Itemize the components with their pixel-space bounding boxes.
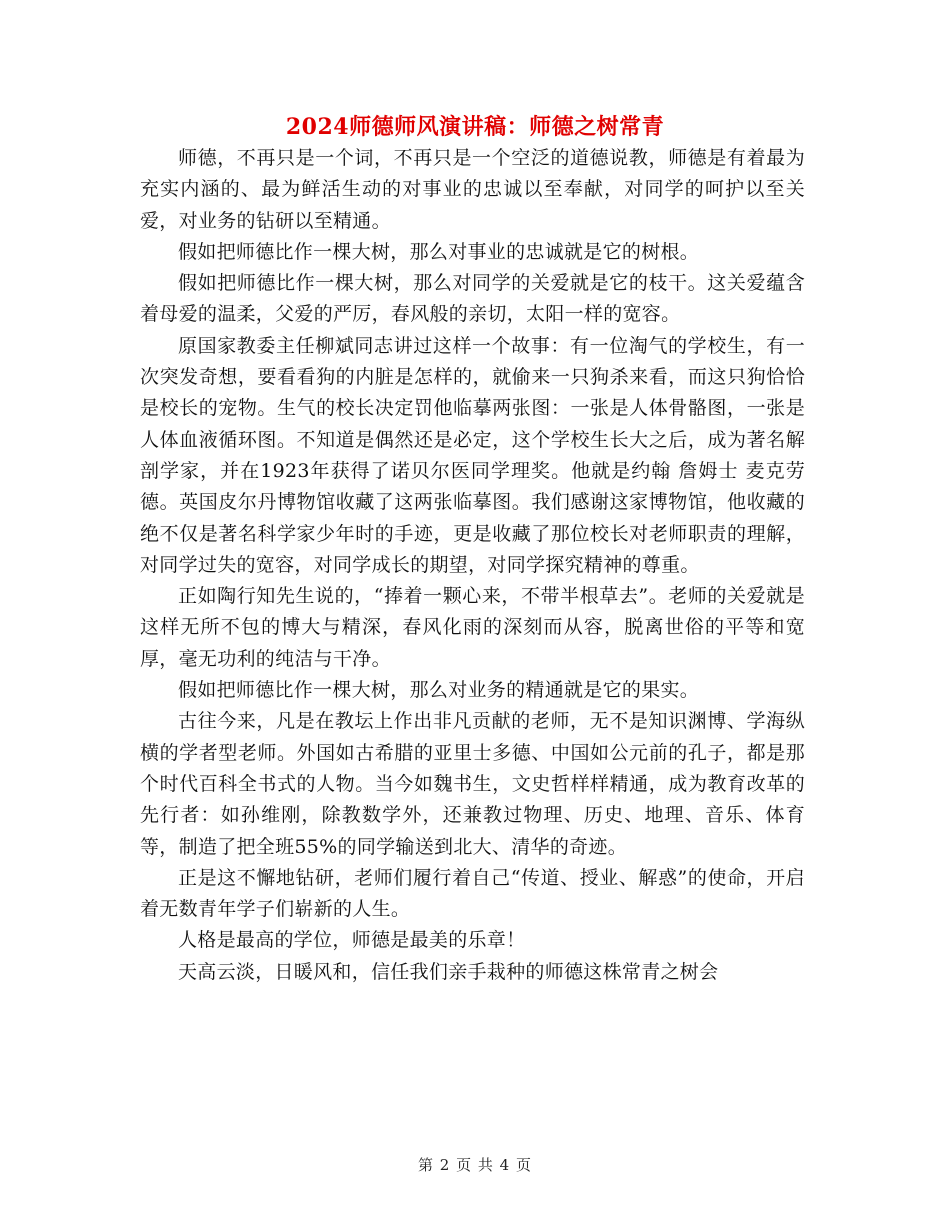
page-number-footer: 第 2 页 共 4 页: [418, 1156, 532, 1174]
paragraph: 师德，不再只是一个词，不再只是一个空泛的道德说教，师德是有着最为充实内涵的、最为鲜活生动的对事业的忠诚以至奉献，对同学的呵护以至关爱，对业务的钻研以至精通。: [140, 147, 805, 232]
paragraph: 人格是最高的学位，师德是最美的乐章！: [178, 929, 526, 952]
paragraph: 古往今来，凡是在教坛上作出非凡贡献的老师，无不是知识渊博、学海纵横的学者型老师。外国如古希腊的亚里士多德、中国如公元前的孔子，都是那个时代百科全书式的人物。当今如魏书生，文史哲样样精通，成为教育改革的先行者：如孙维刚，除教数学外，还兼教过物理、历史、地理、音乐、体育等，制造了把全班55%的同学输送到北大、清华的奇迹。: [140, 710, 805, 858]
paragraph: 正如陶行知先生说的，“捧着一颗心来，不带半根草去”。老师的关爱就是这样无所不包的博大与精深，春风化雨的深刻而从容，脱离世俗的平等和宽厚，毫无功利的纯洁与干净。: [140, 585, 805, 670]
paragraph: 假如把师德比作一棵大树，那么对业务的精通就是它的果实。: [178, 679, 700, 702]
paragraph: 假如把师德比作一棵大树，那么对同学的关爱就是它的枝干。这关爱蕴含着母爱的温柔，父爱的严厉，春风般的亲切，太阳一样的宽容。: [140, 272, 805, 326]
document-title: 2024师德师风演讲稿：师德之树常青: [285, 114, 665, 140]
paragraph: 正是这不懈地钻研，老师们履行着自己“传道、授业、解惑”的使命，开启着无数青年学子们崭新的人生。: [140, 866, 805, 921]
paragraph: 天高云淡，日暖风和，信任我们亲手栽种的师德这株常青之树会: [178, 960, 719, 983]
document-body: [140, 143, 805, 988]
paragraph: 原国家教委主任柳斌同志讲过这样一个故事：有一位淘气的学校生，有一次突发奇想，要看看狗的内脏是怎样的，就偷来一只狗杀来看，而这只狗恰恰是校长的宠物。生气的校长决定罚他临摹两张图：一张是人体骨骼图，一张是人体血液循环图。不知道是偶然还是必定，这个学校生长大之后，成为著名解剖学家，并在1923年获得了诺贝尔医同学理奖。他就是约翰 詹姆士 麦克劳德。英国皮尔丹博物馆收藏了这两张临摹图。我们感谢这家博物馆，他收藏的绝不仅是著名科学家少年时的手迹，更是收藏了那位校长对老师职责的理解，对同学过失的宽容，对同学成长的期望，对同学探究精神的尊重。: [140, 334, 805, 576]
paragraph: 假如把师德比作一棵大树，那么对事业的忠诚就是它的树根。: [178, 240, 700, 263]
